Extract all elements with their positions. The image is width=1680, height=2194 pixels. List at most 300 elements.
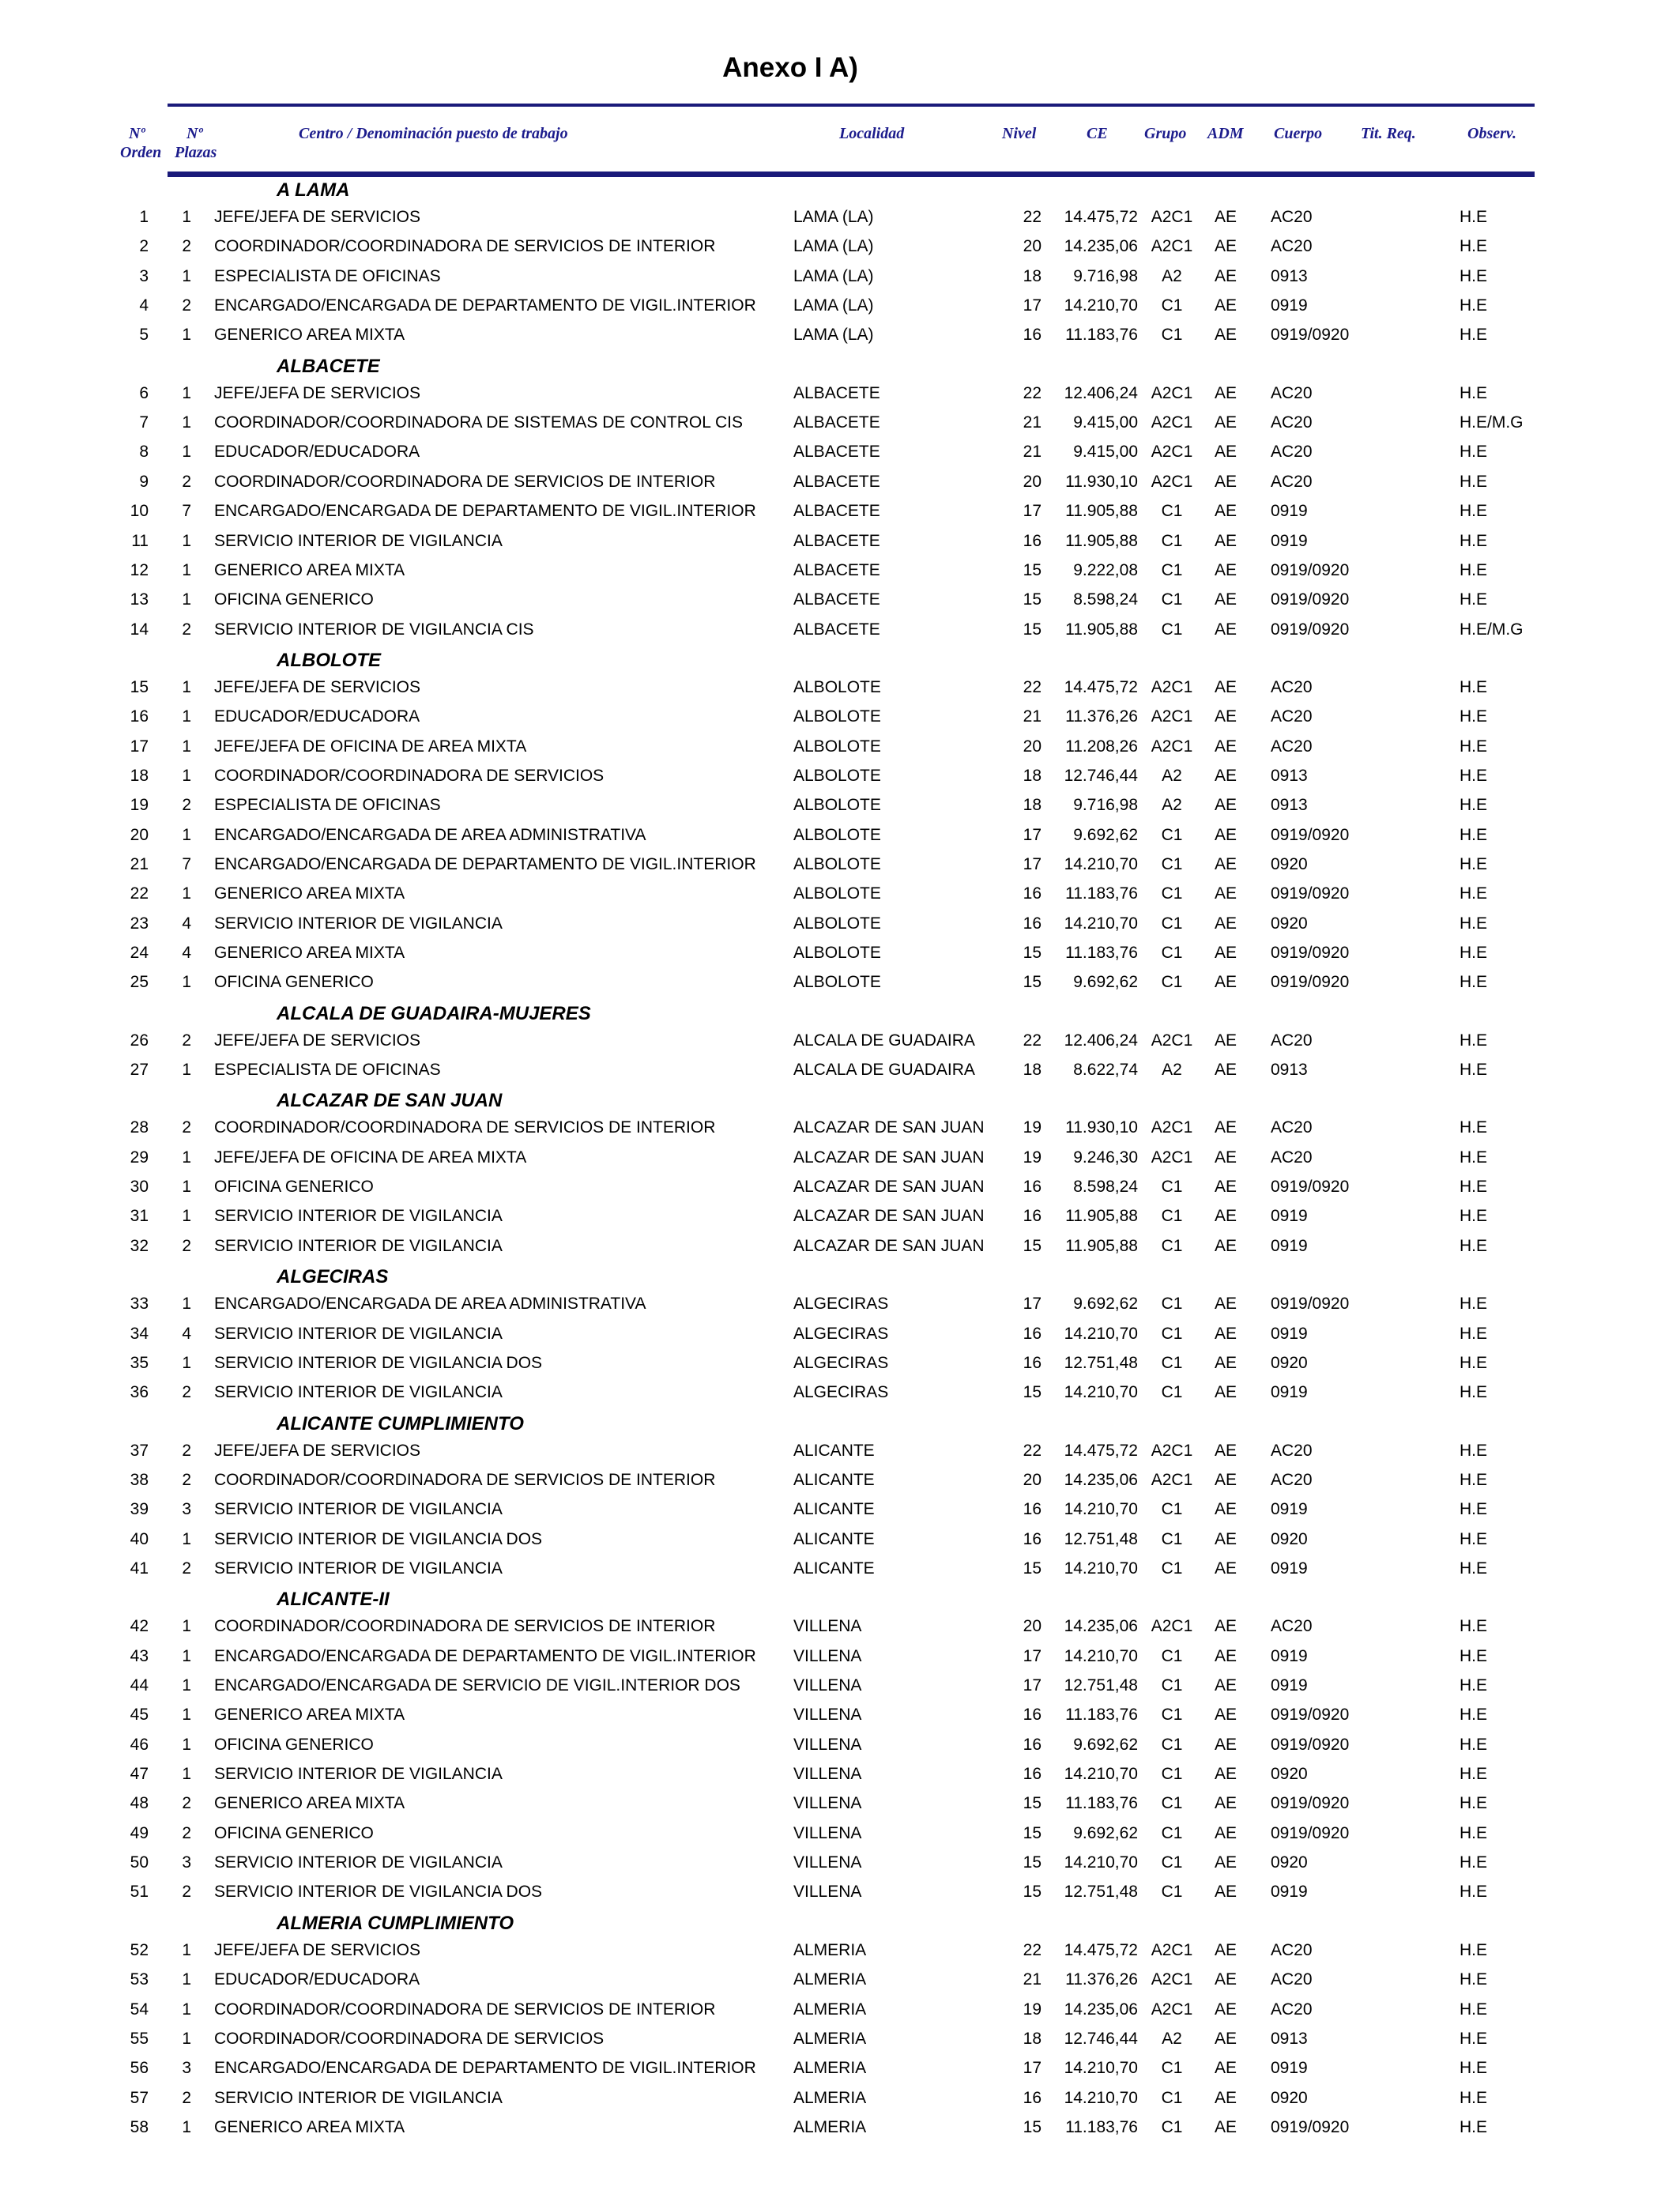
cell-localidad: VILLENA	[793, 1853, 862, 1872]
cell-observ: H.E	[1460, 1676, 1488, 1695]
cell-plazas: 1	[182, 413, 191, 432]
cell-plazas: 4	[182, 944, 191, 962]
cell-plazas: 1	[182, 1207, 191, 1225]
cell-orden: 22	[130, 884, 149, 903]
cell-nivel: 18	[1023, 2030, 1042, 2048]
cell-ce: 14.210,70	[1064, 1559, 1138, 1578]
cell-nivel: 15	[1023, 973, 1042, 991]
cell-cuerpo: 0919	[1271, 1647, 1308, 1665]
cell-orden: 37	[130, 1442, 149, 1460]
cell-nivel: 18	[1023, 1061, 1042, 1079]
cell-cuerpo: 0913	[1271, 767, 1308, 785]
table-row	[0, 1617, 1680, 1639]
section-heading: ALGECIRAS	[277, 1266, 389, 1288]
cell-observ: H.E	[1460, 1207, 1488, 1225]
table-row	[0, 1061, 1680, 1083]
cell-adm: AE	[1214, 2000, 1237, 2019]
cell-localidad: ALBACETE	[793, 384, 880, 402]
cell-grupo: A2C1	[1151, 1031, 1193, 1050]
cell-denominacion: JEFE/JEFA DE SERVICIOS	[214, 1031, 421, 1050]
cell-plazas: 4	[182, 914, 191, 933]
cell-denominacion: ESPECIALISTA DE OFICINAS	[214, 267, 441, 285]
table-row	[0, 1794, 1680, 1816]
header-orden: Nº	[129, 125, 145, 142]
cell-cuerpo: AC20	[1271, 443, 1313, 461]
cell-observ: H.E	[1460, 973, 1488, 991]
cell-cuerpo: 0919/0920	[1271, 1824, 1350, 1842]
table-row	[0, 1883, 1680, 1905]
cell-localidad: ALCALA DE GUADAIRA	[793, 1061, 975, 1079]
cell-localidad: ALICANTE	[793, 1559, 875, 1578]
cell-grupo: A2	[1162, 796, 1182, 814]
cell-orden: 27	[130, 1061, 149, 1079]
cell-grupo: A2C1	[1151, 1442, 1193, 1460]
cell-nivel: 16	[1023, 1530, 1042, 1548]
cell-denominacion: JEFE/JEFA DE SERVICIOS	[214, 384, 421, 402]
table-row	[0, 532, 1680, 554]
cell-plazas: 1	[182, 2030, 191, 2048]
cell-denominacion: SERVICIO INTERIOR DE VIGILANCIA	[214, 2089, 503, 2107]
cell-cuerpo: 0919/0920	[1271, 1295, 1350, 1313]
cell-grupo: A2C1	[1151, 2000, 1193, 2019]
cell-adm: AE	[1214, 326, 1237, 344]
cell-grupo: A2C1	[1151, 1970, 1193, 1989]
table-row	[0, 267, 1680, 289]
cell-ce: 14.210,70	[1064, 855, 1138, 873]
cell-ce: 12.406,24	[1064, 1031, 1138, 1050]
page-title: Anexo I A)	[722, 52, 858, 83]
cell-plazas: 1	[182, 767, 191, 785]
cell-plazas: 1	[182, 1647, 191, 1665]
cell-observ: H.E	[1460, 2089, 1488, 2107]
cell-ce: 12.746,44	[1064, 2030, 1138, 2048]
cell-grupo: C1	[1161, 1500, 1183, 1518]
cell-orden: 56	[130, 2059, 149, 2077]
cell-nivel: 15	[1023, 1824, 1042, 1842]
cell-ce: 9.716,98	[1073, 796, 1138, 814]
cell-grupo: C1	[1161, 1647, 1183, 1665]
cell-denominacion: SERVICIO INTERIOR DE VIGILANCIA	[214, 532, 503, 550]
cell-orden: 35	[130, 1354, 149, 1372]
cell-cuerpo: 0919/0920	[1271, 1706, 1350, 1724]
cell-adm: AE	[1214, 2089, 1237, 2107]
cell-cuerpo: 0919	[1271, 1383, 1308, 1401]
cell-plazas: 1	[182, 561, 191, 579]
cell-denominacion: ENCARGADO/ENCARGADA DE DEPARTAMENTO DE VIGIL.INTERIOR	[214, 855, 756, 873]
cell-observ: H.E	[1460, 532, 1488, 550]
cell-localidad: ALBACETE	[793, 561, 880, 579]
cell-cuerpo: 0919	[1271, 2059, 1308, 2077]
cell-observ: H.E	[1460, 2059, 1488, 2077]
cell-nivel: 19	[1023, 1118, 1042, 1137]
cell-observ: H.E	[1460, 1794, 1488, 1812]
header-tit-req: Tit. Req.	[1361, 125, 1416, 142]
cell-grupo: C1	[1161, 826, 1183, 844]
cell-adm: AE	[1214, 1118, 1237, 1137]
cell-observ: H.E	[1460, 561, 1488, 579]
cell-denominacion: SERVICIO INTERIOR DE VIGILANCIA	[214, 1500, 503, 1518]
cell-orden: 54	[130, 2000, 149, 2019]
cell-plazas: 1	[182, 2000, 191, 2019]
cell-grupo: C1	[1161, 1824, 1183, 1842]
cell-observ: H.E	[1460, 1237, 1488, 1255]
cell-adm: AE	[1214, 1207, 1237, 1225]
cell-adm: AE	[1214, 855, 1237, 873]
cell-grupo: C1	[1161, 1530, 1183, 1548]
cell-grupo: A2C1	[1151, 413, 1193, 432]
cell-plazas: 3	[182, 1500, 191, 1518]
cell-nivel: 15	[1023, 590, 1042, 609]
cell-plazas: 1	[182, 1941, 191, 1959]
cell-localidad: VILLENA	[793, 1617, 862, 1635]
cell-localidad: ALCAZAR DE SAN JUAN	[793, 1118, 985, 1137]
cell-cuerpo: 0920	[1271, 1354, 1308, 1372]
table-row	[0, 737, 1680, 760]
section-heading: ALICANTE CUMPLIMIENTO	[277, 1412, 524, 1434]
cell-localidad: ALBOLOTE	[793, 944, 881, 962]
header-cuerpo: Cuerpo	[1274, 125, 1323, 142]
cell-ce: 9.692,62	[1073, 1824, 1138, 1842]
cell-ce: 11.930,10	[1065, 1118, 1138, 1137]
cell-localidad: VILLENA	[793, 1676, 862, 1695]
cell-orden: 55	[130, 2030, 149, 2048]
cell-denominacion: ENCARGADO/ENCARGADA DE SERVICIO DE VIGIL.INTERIOR DOS	[214, 1676, 740, 1695]
table-row	[0, 1559, 1680, 1581]
cell-ce: 9.415,00	[1073, 443, 1138, 461]
cell-denominacion: GENERICO AREA MIXTA	[214, 1794, 405, 1812]
cell-grupo: C1	[1161, 2118, 1183, 2136]
cell-localidad: ALBOLOTE	[793, 767, 881, 785]
cell-adm: AE	[1214, 1706, 1237, 1724]
cell-denominacion: SERVICIO INTERIOR DE VIGILANCIA	[214, 1237, 503, 1255]
cell-cuerpo: 0919/0920	[1271, 326, 1350, 344]
cell-denominacion: GENERICO AREA MIXTA	[214, 884, 405, 903]
cell-ce: 11.183,76	[1065, 884, 1138, 903]
cell-plazas: 2	[182, 1471, 191, 1489]
cell-cuerpo: AC20	[1271, 737, 1313, 756]
cell-plazas: 1	[182, 737, 191, 756]
cell-cuerpo: AC20	[1271, 413, 1313, 432]
table-row	[0, 1500, 1680, 1522]
cell-cuerpo: 0919/0920	[1271, 620, 1350, 639]
cell-adm: AE	[1214, 1354, 1237, 1372]
cell-cuerpo: 0920	[1271, 2089, 1308, 2107]
cell-plazas: 2	[182, 1383, 191, 1401]
cell-adm: AE	[1214, 796, 1237, 814]
cell-observ: H.E	[1460, 1031, 1488, 1050]
table-row	[0, 443, 1680, 465]
cell-grupo: A2C1	[1151, 707, 1193, 726]
cell-plazas: 2	[182, 296, 191, 315]
cell-cuerpo: 0919	[1271, 1237, 1308, 1255]
cell-orden: 21	[130, 855, 149, 873]
cell-denominacion: ENCARGADO/ENCARGADA DE DEPARTAMENTO DE VIGIL.INTERIOR	[214, 502, 756, 520]
cell-plazas: 1	[182, 326, 191, 344]
table-row	[0, 1647, 1680, 1669]
cell-localidad: LAMA (LA)	[793, 237, 874, 255]
cell-plazas: 1	[182, 1148, 191, 1167]
cell-observ: H.E	[1460, 384, 1488, 402]
table-row	[0, 973, 1680, 995]
cell-orden: 40	[130, 1530, 149, 1548]
cell-nivel: 22	[1023, 1031, 1042, 1050]
table-row	[0, 1676, 1680, 1698]
cell-localidad: ALMERIA	[793, 2118, 867, 2136]
cell-denominacion: COORDINADOR/COORDINADORA DE SISTEMAS DE CONTROL CIS	[214, 413, 743, 432]
cell-orden: 11	[131, 532, 149, 550]
cell-localidad: ALMERIA	[793, 2000, 867, 2019]
cell-grupo: A2C1	[1151, 678, 1193, 696]
cell-grupo: A2	[1162, 1061, 1182, 1079]
table-row	[0, 2000, 1680, 2022]
cell-plazas: 1	[182, 1178, 191, 1196]
cell-nivel: 18	[1023, 267, 1042, 285]
cell-denominacion: COORDINADOR/COORDINADORA DE SERVICIOS DE INTERIOR	[214, 237, 716, 255]
cell-cuerpo: 0920	[1271, 1765, 1308, 1783]
section-heading: ALCAZAR DE SAN JUAN	[277, 1090, 503, 1112]
cell-adm: AE	[1214, 1824, 1237, 1842]
cell-grupo: A2	[1162, 2030, 1182, 2048]
cell-plazas: 2	[182, 1794, 191, 1812]
cell-grupo: A2	[1162, 267, 1182, 285]
cell-adm: AE	[1214, 1765, 1237, 1783]
cell-nivel: 17	[1023, 1676, 1042, 1695]
cell-observ: H.E	[1460, 1941, 1488, 1959]
cell-orden: 32	[130, 1237, 149, 1255]
cell-orden: 33	[130, 1295, 149, 1313]
cell-nivel: 17	[1023, 1647, 1042, 1665]
cell-denominacion: OFICINA GENERICO	[214, 1178, 374, 1196]
cell-grupo: A2C1	[1151, 737, 1193, 756]
table-row	[0, 473, 1680, 495]
cell-grupo: C1	[1161, 1765, 1183, 1783]
cell-localidad: ALMERIA	[793, 1970, 867, 1989]
cell-adm: AE	[1214, 590, 1237, 609]
cell-nivel: 22	[1023, 1442, 1042, 1460]
cell-observ: H.E	[1460, 2030, 1488, 2048]
cell-ce: 9.692,62	[1073, 1736, 1138, 1754]
cell-nivel: 16	[1023, 1178, 1042, 1196]
cell-denominacion: OFICINA GENERICO	[214, 1736, 374, 1754]
cell-ce: 14.235,06	[1064, 237, 1138, 255]
cell-observ: H.E/M.G	[1460, 620, 1524, 639]
table-row	[0, 1031, 1680, 1054]
cell-observ: H.E	[1460, 1765, 1488, 1783]
cell-plazas: 1	[182, 208, 191, 226]
cell-cuerpo: AC20	[1271, 384, 1313, 402]
cell-plazas: 1	[182, 443, 191, 461]
cell-orden: 48	[130, 1794, 149, 1812]
table-row	[0, 1471, 1680, 1493]
cell-ce: 11.183,76	[1065, 1794, 1138, 1812]
cell-adm: AE	[1214, 1853, 1237, 1872]
cell-localidad: ALCALA DE GUADAIRA	[793, 1031, 975, 1050]
cell-grupo: A2C1	[1151, 473, 1193, 491]
section-heading: ALBOLOTE	[277, 649, 381, 671]
cell-nivel: 16	[1023, 1325, 1042, 1343]
cell-nivel: 15	[1023, 1853, 1042, 1872]
header-nivel: Nivel	[1002, 125, 1037, 142]
cell-observ: H.E	[1460, 1706, 1488, 1724]
cell-nivel: 17	[1023, 855, 1042, 873]
cell-grupo: C1	[1161, 590, 1183, 609]
cell-plazas: 1	[182, 884, 191, 903]
cell-grupo: A2C1	[1151, 208, 1193, 226]
cell-orden: 39	[130, 1500, 149, 1518]
cell-localidad: VILLENA	[793, 1824, 862, 1842]
cell-denominacion: ENCARGADO/ENCARGADA DE AREA ADMINISTRATIVA	[214, 826, 646, 844]
cell-ce: 11.208,26	[1065, 737, 1138, 756]
cell-denominacion: ENCARGADO/ENCARGADA DE AREA ADMINISTRATIVA	[214, 1295, 646, 1313]
cell-cuerpo: 0919/0920	[1271, 590, 1350, 609]
cell-adm: AE	[1214, 532, 1237, 550]
cell-nivel: 17	[1023, 2059, 1042, 2077]
cell-nivel: 19	[1023, 2000, 1042, 2019]
cell-observ: H.E	[1460, 1178, 1488, 1196]
cell-adm: AE	[1214, 384, 1237, 402]
cell-orden: 5	[139, 326, 149, 344]
cell-grupo: C1	[1161, 1354, 1183, 1372]
cell-adm: AE	[1214, 1883, 1237, 1901]
cell-grupo: C1	[1161, 1706, 1183, 1724]
cell-observ: H.E	[1460, 2000, 1488, 2019]
cell-plazas: 7	[182, 502, 191, 520]
cell-grupo: C1	[1161, 1883, 1183, 1901]
cell-observ: H.E	[1460, 826, 1488, 844]
cell-grupo: C1	[1161, 973, 1183, 991]
cell-plazas: 1	[182, 1061, 191, 1079]
cell-cuerpo: AC20	[1271, 1031, 1313, 1050]
cell-localidad: ALBOLOTE	[793, 914, 881, 933]
cell-adm: AE	[1214, 737, 1237, 756]
table-row	[0, 1354, 1680, 1376]
cell-cuerpo: 0920	[1271, 855, 1308, 873]
cell-cuerpo: AC20	[1271, 473, 1313, 491]
table-row	[0, 914, 1680, 937]
table-row	[0, 326, 1680, 348]
cell-orden: 9	[139, 473, 149, 491]
cell-ce: 11.905,88	[1065, 1237, 1138, 1255]
cell-adm: AE	[1214, 884, 1237, 903]
cell-localidad: ALBACETE	[793, 590, 880, 609]
cell-cuerpo: 0919	[1271, 1676, 1308, 1695]
cell-grupo: C1	[1161, 884, 1183, 903]
cell-plazas: 1	[182, 826, 191, 844]
cell-plazas: 2	[182, 1237, 191, 1255]
cell-cuerpo: 0920	[1271, 1853, 1308, 1872]
cell-denominacion: GENERICO AREA MIXTA	[214, 561, 405, 579]
cell-observ: H.E	[1460, 914, 1488, 933]
section-heading: ALICANTE-II	[277, 1589, 390, 1611]
cell-grupo: C1	[1161, 2059, 1183, 2077]
cell-ce: 9.716,98	[1073, 267, 1138, 285]
cell-denominacion: SERVICIO INTERIOR DE VIGILANCIA DOS	[214, 1530, 543, 1548]
cell-grupo: A2C1	[1151, 237, 1193, 255]
cell-adm: AE	[1214, 1500, 1237, 1518]
cell-orden: 43	[130, 1647, 149, 1665]
cell-localidad: ALCAZAR DE SAN JUAN	[793, 1148, 985, 1167]
cell-observ: H.E	[1460, 1118, 1488, 1137]
cell-nivel: 17	[1023, 296, 1042, 315]
table-row	[0, 1941, 1680, 1963]
cell-denominacion: SERVICIO INTERIOR DE VIGILANCIA	[214, 1325, 503, 1343]
cell-adm: AE	[1214, 767, 1237, 785]
cell-denominacion: ENCARGADO/ENCARGADA DE DEPARTAMENTO DE VIGIL.INTERIOR	[214, 1647, 756, 1665]
cell-plazas: 1	[182, 1617, 191, 1635]
cell-observ: H.E	[1460, 796, 1488, 814]
cell-plazas: 7	[182, 855, 191, 873]
cell-orden: 24	[130, 944, 149, 962]
cell-nivel: 20	[1023, 737, 1042, 756]
table-row	[0, 561, 1680, 583]
cell-ce: 14.210,70	[1064, 2059, 1138, 2077]
cell-orden: 12	[130, 561, 149, 579]
cell-denominacion: SERVICIO INTERIOR DE VIGILANCIA	[214, 1383, 503, 1401]
table-row	[0, 855, 1680, 877]
table-row	[0, 1736, 1680, 1758]
cell-plazas: 1	[182, 384, 191, 402]
table-row	[0, 502, 1680, 524]
cell-plazas: 3	[182, 2059, 191, 2077]
cell-observ: H.E	[1460, 1442, 1488, 1460]
table-row	[0, 1295, 1680, 1317]
cell-localidad: VILLENA	[793, 1883, 862, 1901]
cell-adm: AE	[1214, 1442, 1237, 1460]
cell-adm: AE	[1214, 1471, 1237, 1489]
cell-localidad: VILLENA	[793, 1647, 862, 1665]
section-heading: ALBACETE	[277, 355, 380, 377]
cell-denominacion: SERVICIO INTERIOR DE VIGILANCIA	[214, 914, 503, 933]
cell-localidad: ALBOLOTE	[793, 826, 881, 844]
cell-adm: AE	[1214, 267, 1237, 285]
cell-ce: 12.406,24	[1064, 384, 1138, 402]
cell-denominacion: GENERICO AREA MIXTA	[214, 1706, 405, 1724]
cell-cuerpo: 0919/0920	[1271, 884, 1350, 903]
cell-denominacion: OFICINA GENERICO	[214, 1824, 374, 1842]
cell-cuerpo: 0919/0920	[1271, 1736, 1350, 1754]
cell-denominacion: SERVICIO INTERIOR DE VIGILANCIA	[214, 1207, 503, 1225]
cell-cuerpo: 0919	[1271, 1883, 1308, 1901]
cell-ce: 14.210,70	[1064, 2089, 1138, 2107]
cell-ce: 12.751,48	[1064, 1530, 1138, 1548]
cell-cuerpo: 0919/0920	[1271, 1178, 1350, 1196]
cell-nivel: 18	[1023, 767, 1042, 785]
cell-nivel: 16	[1023, 1765, 1042, 1783]
cell-plazas: 1	[182, 267, 191, 285]
cell-denominacion: SERVICIO INTERIOR DE VIGILANCIA DOS	[214, 1883, 543, 1901]
cell-adm: AE	[1214, 1530, 1237, 1548]
cell-observ: H.E	[1460, 473, 1488, 491]
cell-nivel: 17	[1023, 1295, 1042, 1313]
cell-observ: H.E	[1460, 2118, 1488, 2136]
cell-plazas: 4	[182, 1325, 191, 1343]
cell-plazas: 1	[182, 590, 191, 609]
cell-grupo: C1	[1161, 1383, 1183, 1401]
cell-localidad: ALBACETE	[793, 473, 880, 491]
table-row	[0, 1970, 1680, 1992]
cell-nivel: 15	[1023, 1883, 1042, 1901]
cell-observ: H.E	[1460, 855, 1488, 873]
cell-adm: AE	[1214, 973, 1237, 991]
cell-cuerpo: AC20	[1271, 1941, 1313, 1959]
cell-observ: H.E	[1460, 1354, 1488, 1372]
cell-cuerpo: AC20	[1271, 1148, 1313, 1167]
cell-plazas: 2	[182, 473, 191, 491]
cell-observ: H.E	[1460, 502, 1488, 520]
cell-ce: 14.210,70	[1064, 1383, 1138, 1401]
cell-orden: 30	[130, 1178, 149, 1196]
cell-adm: AE	[1214, 502, 1237, 520]
